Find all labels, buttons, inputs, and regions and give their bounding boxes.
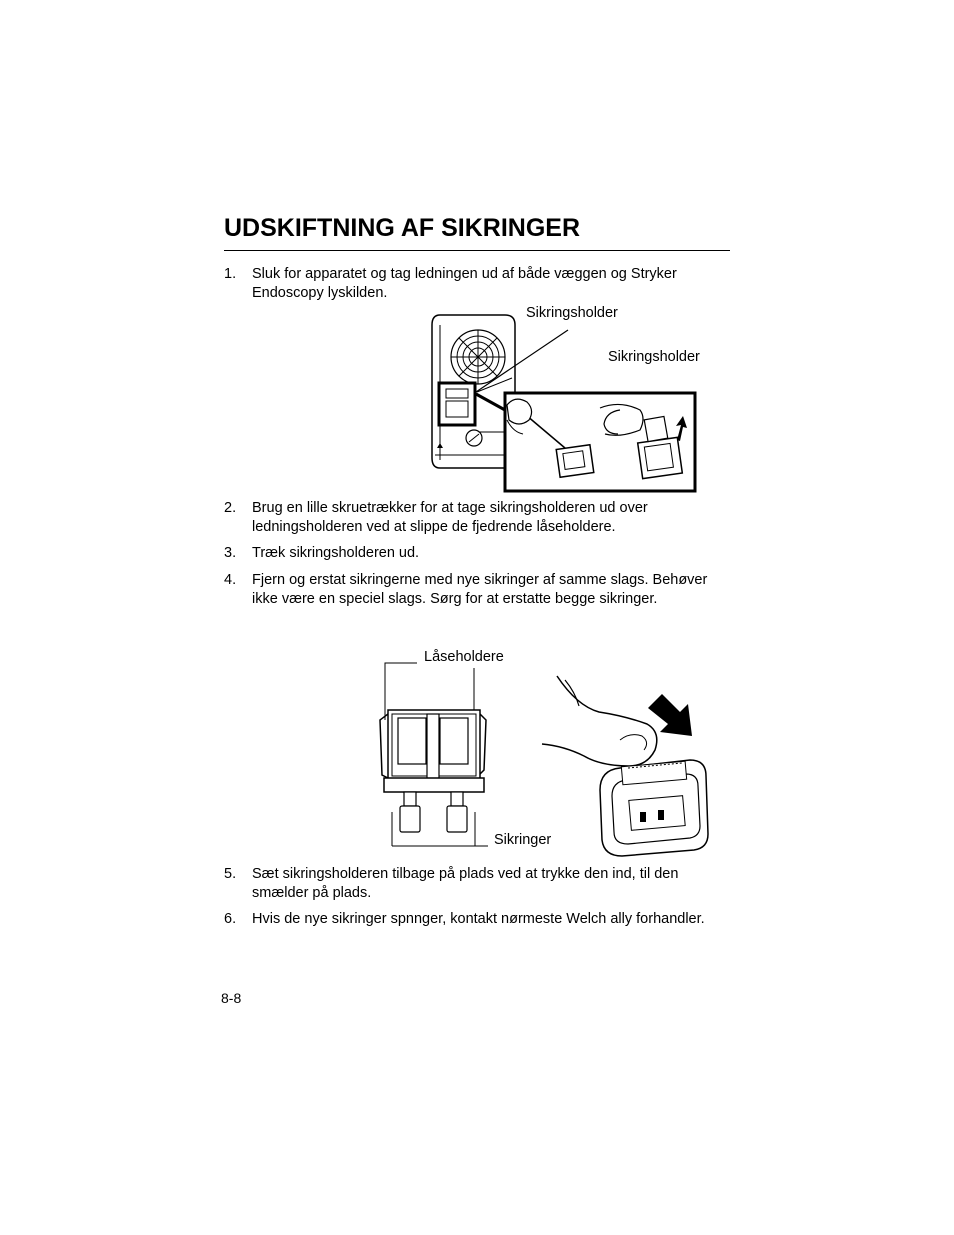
step-number: 5.: [224, 866, 237, 882]
page-number: 8-8: [221, 990, 242, 1006]
fuses-label: Sikringer: [494, 832, 552, 848]
fuse-holder-label-2: Sikringsholder: [608, 349, 700, 365]
step-text: Fjern og erstat sikringerne med nye sikringer af samme slags. Behøver ikke være en speciel slags. Sørg for at erstatte begge sikringer.: [252, 572, 708, 607]
step-number: 6.: [224, 911, 237, 927]
step-number: 2.: [224, 500, 237, 516]
step-text: Hvis de nye sikringer spnnger, kontakt nørmeste Welch ally forhandler.: [252, 911, 705, 927]
step-text: Sæt sikringsholderen tilbage på plads ved at trykke den ind, til den smælder på plads.: [252, 866, 679, 901]
step-number: 1.: [224, 266, 237, 282]
step-number: 4.: [224, 572, 237, 588]
step-text: Brug en lille skruetrækker for at tage sikringsholderen ud over ledningsholderen ved at slippe de fjedrende låseholdere.: [252, 500, 648, 535]
fuse-holder-label-1: Sikringsholder: [526, 305, 618, 321]
step-text: Træk sikringsholderen ud.: [252, 545, 420, 561]
step-text: Sluk for apparatet og tag ledningen ud af både væggen og Stryker Endoscopy lyskilden.: [252, 266, 677, 301]
page-title: UDSKIFTNING AF SIKRINGER: [224, 214, 581, 242]
locking-clips-label: Låseholdere: [424, 649, 504, 665]
step-number: 3.: [224, 545, 237, 561]
